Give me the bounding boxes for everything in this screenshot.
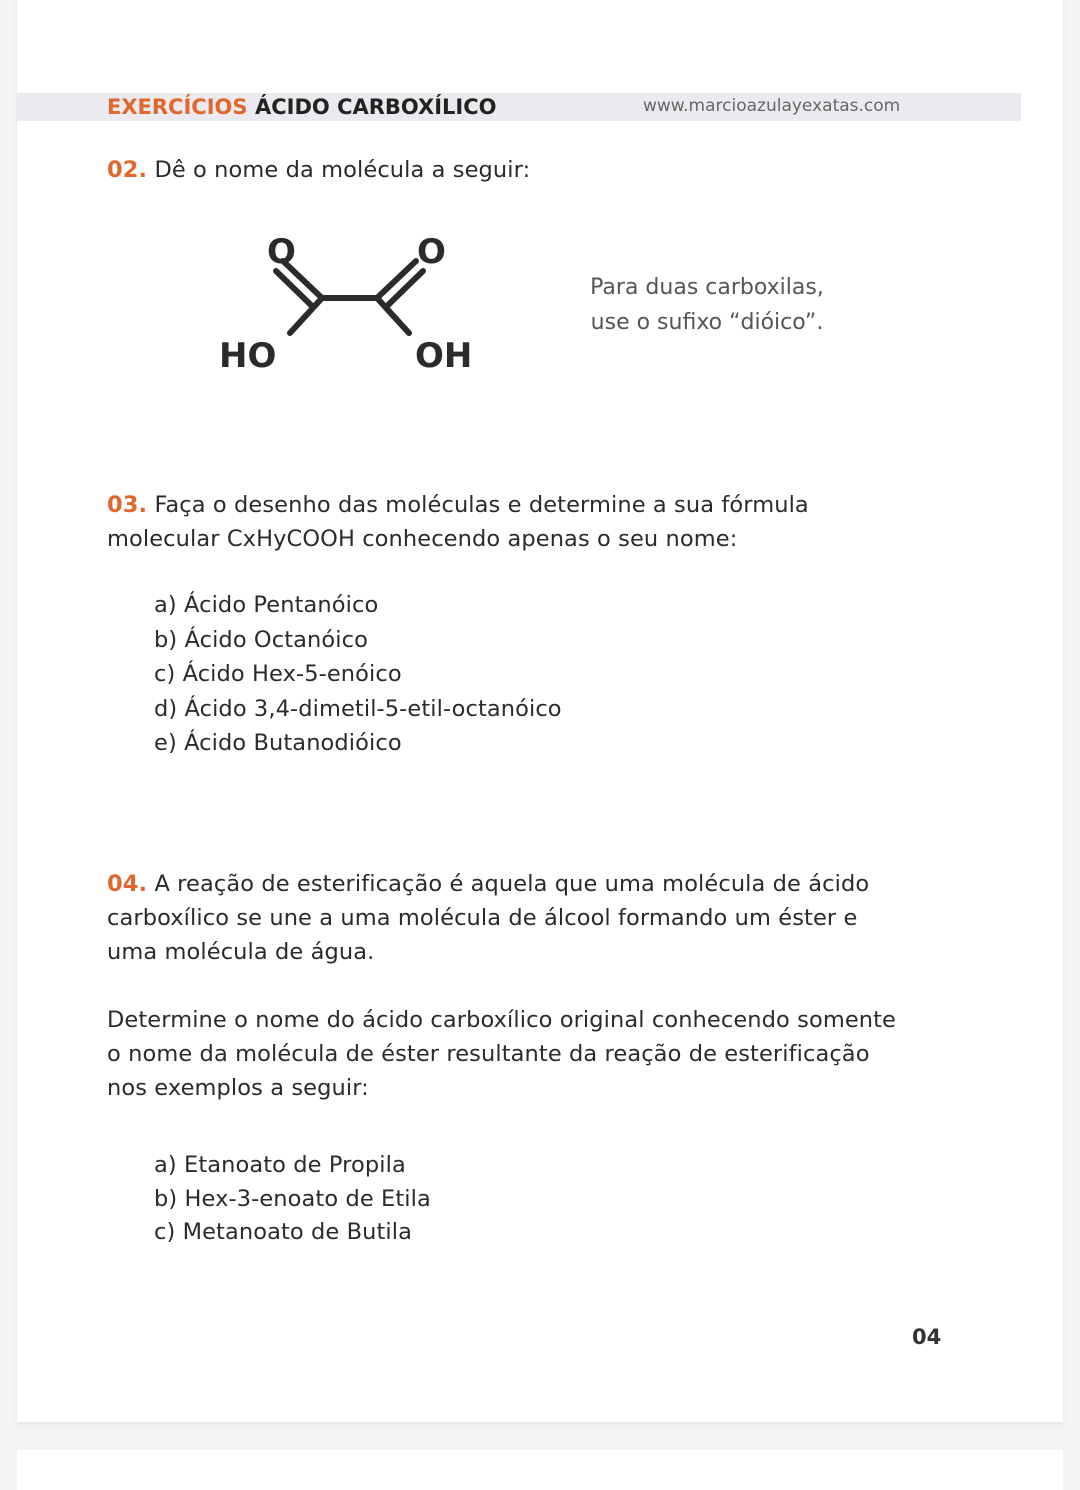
question-number: 04. [107, 871, 148, 897]
header-label: EXERCÍCIOS [107, 95, 248, 119]
question-02 [107, 157, 530, 183]
list-item: e) Ácido Butanodióico [154, 730, 402, 756]
question-04 [107, 867, 869, 969]
list-item: c) Metanoato de Butila [154, 1219, 413, 1245]
question-03-items [154, 588, 562, 761]
list-item: d) Ácido 3,4-dimetil-5-etil-octanóico [154, 695, 562, 722]
list-item: a) Etanoato de Propila [154, 1152, 406, 1178]
document-page [17, 0, 1063, 1422]
hydroxyl-left: HO [219, 336, 277, 376]
question-03 [107, 488, 809, 556]
question-text: nos exemplos a seguir: [107, 1075, 369, 1101]
question-text: carboxílico se une a uma molécula de álcool formando um éster e [107, 905, 858, 931]
next-page [17, 1450, 1063, 1490]
header-website: www.marcioazulayexatas.com [643, 96, 901, 116]
question-text: o nome da molécula de éster resultante da reação de esterificação [107, 1041, 870, 1067]
question-text: Faça o desenho das moléculas e determine a sua fórmula [154, 492, 809, 518]
question-number: 02. [107, 157, 148, 183]
hint-note [557, 270, 857, 340]
header-title: ÁCIDO CARBOXÍLICO [255, 95, 497, 119]
list-item: a) Ácido Pentanóico [154, 592, 379, 618]
hint-line: use o sufixo “dióico”. [590, 310, 824, 335]
oxalic-acid-structure [187, 225, 507, 385]
list-item: b) Ácido Octanóico [154, 626, 368, 653]
list-item: b) Hex-3-enoato de Etila [154, 1185, 431, 1212]
oxygen-left: O [267, 232, 296, 272]
question-04-items [154, 1149, 431, 1250]
hydroxyl-right: OH [415, 336, 473, 376]
question-text: uma molécula de água. [107, 939, 375, 965]
page-number: 04 [912, 1325, 942, 1349]
list-item: c) Ácido Hex-5-enóico [154, 661, 402, 687]
question-text: Dê o nome da molécula a seguir: [154, 157, 531, 183]
hint-line: Para duas carboxilas, [590, 275, 824, 300]
oxygen-right: O [417, 232, 446, 272]
question-number: 03. [107, 492, 148, 518]
question-text: Determine o nome do ácido carboxílico original conhecendo somente [107, 1007, 897, 1033]
question-text: A reação de esterificação é aquela que uma molécula de ácido [154, 871, 870, 897]
question-text: molecular CxHyCOOH conhecendo apenas o seu nome: [107, 526, 738, 552]
question-04-instruction [107, 1003, 896, 1105]
